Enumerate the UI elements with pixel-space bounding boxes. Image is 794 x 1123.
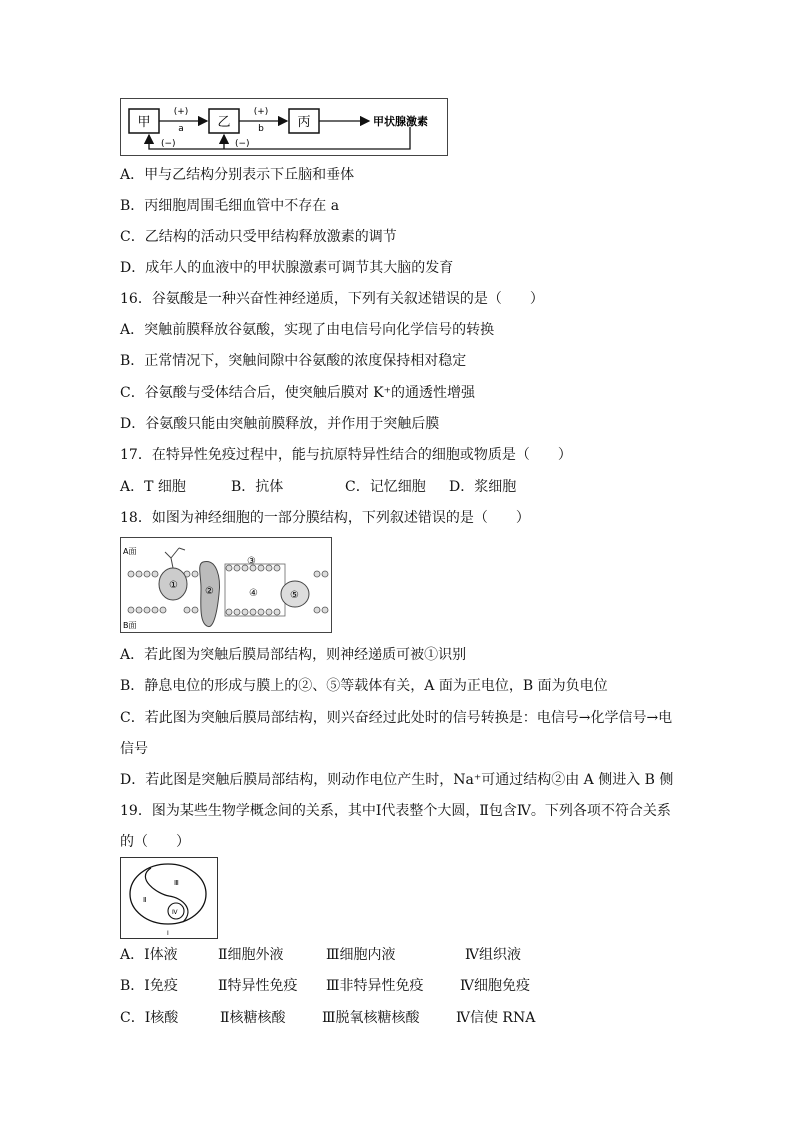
glycoprotein-chain <box>165 548 185 568</box>
side-b-label: B面 <box>123 621 137 630</box>
label-a: a <box>178 124 184 134</box>
minus-sign-2: (−) <box>235 139 250 149</box>
q19-option-b-ii: Ⅱ特异性免疫 <box>218 978 298 994</box>
output-label: 甲状腺激素 <box>373 115 428 128</box>
box-jia-label: 甲 <box>137 115 151 130</box>
box-yi-label: 乙 <box>217 115 231 130</box>
q17-option-c: C．记忆细胞 <box>345 479 426 495</box>
region-iv-label: Ⅳ <box>172 909 178 916</box>
label-2: ② <box>205 586 214 597</box>
q18-option-c-continued: 信号 <box>120 741 148 757</box>
q18-option-a: A．若此图为突触后膜局部结构，则神经递质可被①识别 <box>120 647 467 663</box>
side-a-label: A面 <box>123 547 137 556</box>
membrane-structure-svg <box>121 538 331 632</box>
q15-option-b: B．丙细胞周围毛细血管中不存在 a <box>120 198 340 214</box>
label-5: ⑤ <box>290 590 299 601</box>
q17-option-b: B．抗体 <box>231 479 284 495</box>
q19-option-c-ii: Ⅱ核糖核酸 <box>220 1010 286 1026</box>
circle-i <box>130 864 206 924</box>
q19-option-b-iii: Ⅲ非特异性免疫 <box>326 978 424 994</box>
hormone-regulation-svg <box>121 99 447 155</box>
feedback-line-outer <box>149 127 410 149</box>
q17-options <box>120 477 540 497</box>
q16-option-d: D．谷氨酸只能由突触前膜释放，并作用于突触后膜 <box>120 416 440 432</box>
q15-option-d: D．成年人的血液中的甲状腺激素可调节其大脑的发育 <box>120 260 454 276</box>
hormone-regulation-diagram <box>120 98 448 156</box>
q19-option-a-i: A．Ⅰ体液 <box>120 947 178 963</box>
q19-option-b-i: B．Ⅰ免疫 <box>120 978 178 994</box>
region-ii-label: Ⅱ <box>143 896 147 904</box>
q18-option-d: D．若此图是突触后膜局部结构，则动作电位产生时，Na⁺可通过结构②由 A 侧进入 B 侧 <box>120 772 674 788</box>
label-b: b <box>258 124 264 134</box>
plus-sign-2: (+) <box>253 107 269 117</box>
q19-option-c-i: C．Ⅰ核酸 <box>120 1010 179 1026</box>
q19-option-a <box>120 945 580 965</box>
q19-option-a-ii: Ⅱ细胞外液 <box>218 947 284 963</box>
q15-option-a: A．甲与乙结构分别表示下丘脑和垂体 <box>120 167 355 183</box>
q19-stem-line1: 19．图为某些生物学概念间的关系，其中Ⅰ代表整个大圆，Ⅱ包含Ⅳ。下列各项不符合关系 <box>120 803 671 819</box>
label-1: ① <box>169 580 178 591</box>
q17-stem: 17．在特异性免疫过程中，能与抗原特异性结合的细胞或物质是（ ） <box>120 447 572 463</box>
q19-option-c-iii: Ⅲ脱氧核糖核酸 <box>322 1010 420 1026</box>
q19-option-b <box>120 976 580 996</box>
q17-option-d: D．浆细胞 <box>449 479 517 495</box>
region-i-label: Ⅰ <box>167 930 169 937</box>
membrane-structure-diagram <box>120 537 332 633</box>
label-4: ④ <box>249 588 258 599</box>
q19-option-c <box>120 1008 580 1028</box>
q18-option-b: B．静息电位的形成与膜上的②、⑤等载体有关，A 面为正电位，B 面为负电位 <box>120 678 608 694</box>
label-3: ③ <box>247 556 256 567</box>
q17-option-a: A．T 细胞 <box>120 479 186 495</box>
q19-option-a-iii: Ⅲ细胞内液 <box>326 947 396 963</box>
q19-option-c-iv: Ⅳ信使 RNA <box>456 1010 536 1026</box>
box-bing-label: 丙 <box>297 115 311 130</box>
concept-relation-diagram <box>120 857 218 939</box>
region-iii-label: Ⅲ <box>174 879 179 887</box>
concept-relation-svg <box>121 858 217 938</box>
q19-option-a-iv: Ⅳ组织液 <box>465 947 521 963</box>
minus-sign-1: (−) <box>161 139 176 149</box>
q18-stem: 18．如图为神经细胞的一部分膜结构，下列叙述错误的是（ ） <box>120 510 530 526</box>
q18-option-c: C．若此图为突触后膜局部结构，则兴奋经过此处时的信号转换是：电信号→化学信号→电 <box>120 710 673 726</box>
q19-option-b-iv: Ⅳ细胞免疫 <box>460 978 530 994</box>
q16-option-b: B．正常情况下，突触间隙中谷氨酸的浓度保持相对稳定 <box>120 353 467 369</box>
q15-option-c: C．乙结构的活动只受甲结构释放激素的调节 <box>120 229 397 245</box>
q16-stem: 16．谷氨酸是一种兴奋性神经递质，下列有关叙述错误的是（ ） <box>120 291 544 307</box>
lipid-bilayer-top <box>128 565 328 577</box>
q19-stem-line2: 的（ ） <box>120 834 190 850</box>
plus-sign-1: (+) <box>173 107 189 117</box>
lipid-bilayer-bottom <box>128 607 328 615</box>
q16-option-a: A．突触前膜释放谷氨酸，实现了由电信号向化学信号的转换 <box>120 322 495 338</box>
q16-option-c: C．谷氨酸与受体结合后，使突触后膜对 K⁺的通透性增强 <box>120 385 476 401</box>
